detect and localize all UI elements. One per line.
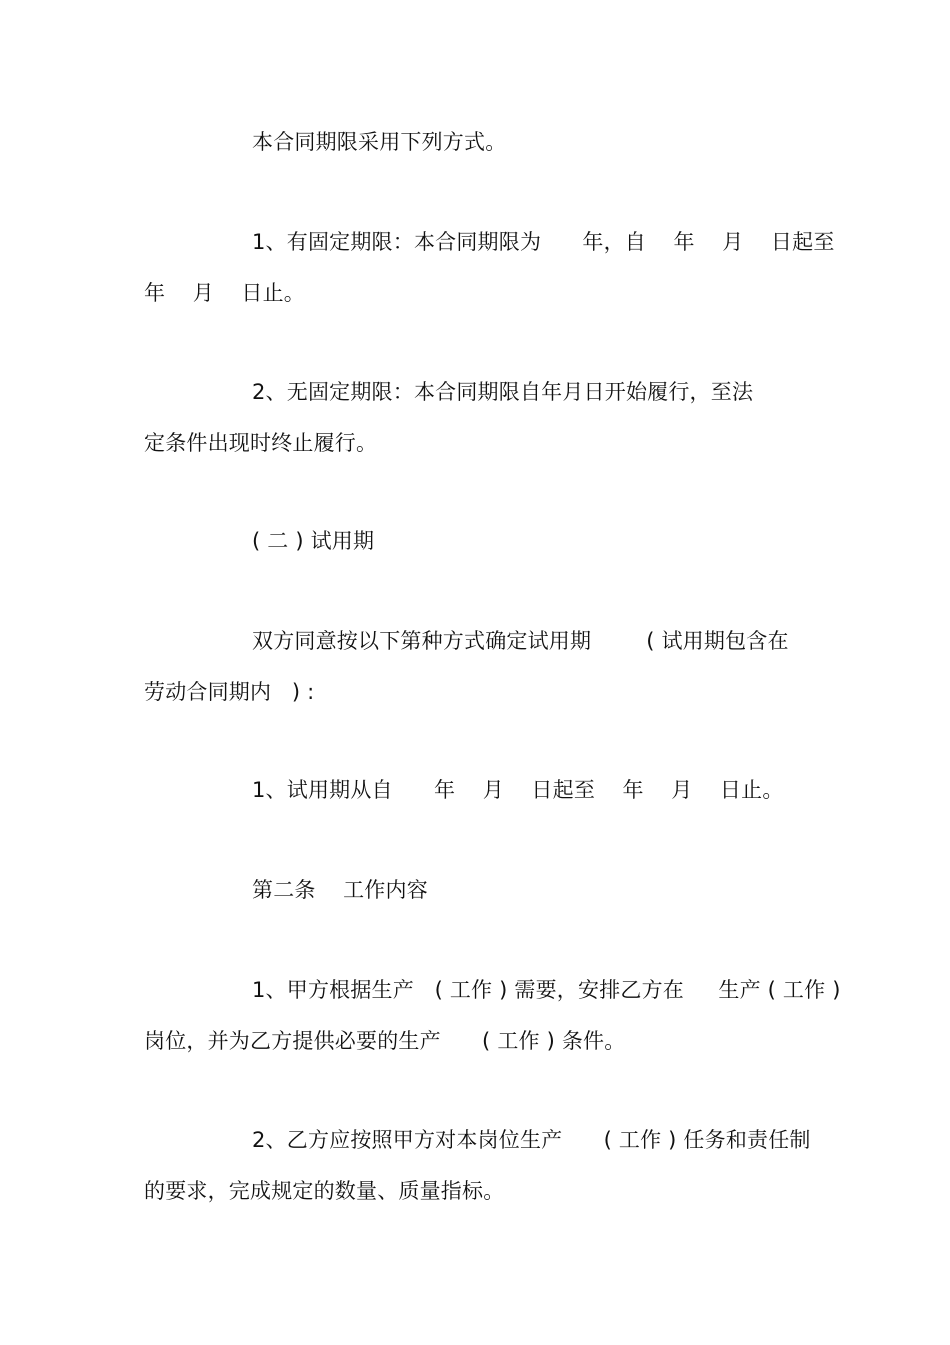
text-line-probation-method-cont: 劳动合同期内 ) : bbox=[144, 680, 315, 704]
text-line-open-term: 2、无固定期限：本合同期限自年月日开始履行，至法 bbox=[252, 380, 754, 404]
text-line-work-duty-cont: 的要求，完成规定的数量、质量指标。 bbox=[144, 1179, 505, 1203]
text-line-work-assignment-cont: 岗位，并为乙方提供必要的生产 ( 工作 ) 条件。 bbox=[144, 1029, 626, 1053]
text-line-probation-method: 双方同意按以下第种方式确定试用期 ( 试用期包含在 bbox=[252, 629, 789, 653]
text-line-open-term-cont: 定条件出现时终止履行。 bbox=[144, 431, 378, 455]
text-line-term-methods: 本合同期限采用下列方式。 bbox=[252, 130, 507, 154]
text-line-probation-period: 1、试用期从自 年 月 日起至 年 月 日止。 bbox=[252, 778, 784, 802]
text-line-fixed-term: 1、有固定期限：本合同期限为 年，自 年 月 日起至 bbox=[252, 230, 835, 254]
text-line-work-duty: 2、乙方应按照甲方对本岗位生产 ( 工作 ) 任务和责任制 bbox=[252, 1128, 811, 1152]
text-line-work-assignment: 1、甲方根据生产 ( 工作 ) 需要，安排乙方在 生产 ( 工作 ) bbox=[252, 978, 841, 1002]
section-heading-probation: ( 二 ) 试用期 bbox=[252, 529, 375, 553]
article-heading-work-content: 第二条 工作内容 bbox=[252, 878, 428, 902]
text-line-fixed-term-end: 年 月 日止。 bbox=[144, 281, 306, 305]
